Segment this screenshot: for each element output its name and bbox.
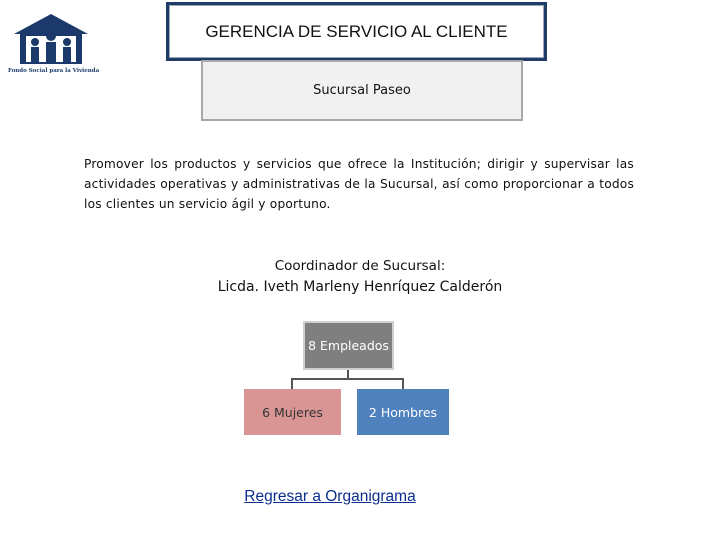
logo-caption: Fondo Social para la Vivienda xyxy=(8,68,100,74)
page-title-box xyxy=(166,2,547,61)
coordinator-title: Coordinador de Sucursal: xyxy=(274,258,446,274)
house-family-logo-icon xyxy=(10,12,92,66)
back-to-org-chart-link[interactable]: Regresar a Organigrama xyxy=(244,488,416,505)
org-connector-vertical-women xyxy=(291,378,293,389)
page-title: GERENCIA DE SERVICIO AL CLIENTE xyxy=(169,5,544,58)
branch-name: Sucursal Paseo xyxy=(201,60,523,121)
org-connector-horizontal xyxy=(291,378,404,380)
org-node-women: 6 Mujeres xyxy=(244,389,341,435)
mission-statement: Promover los productos y servicios que ofrece la Institución; dirigir y supervisar las actividades operativas y administrativas de la Sucursal, así como proporcionar a todos los clientes un servicio ágil y oportuno. xyxy=(84,157,634,211)
org-node-men: 2 Hombres xyxy=(357,389,449,435)
institution-logo xyxy=(8,12,100,80)
coordinator-name: Licda. Iveth Marleny Henríquez Calderón xyxy=(217,279,503,295)
org-connector-vertical-men xyxy=(402,378,404,389)
org-node-employees: 8 Empleados xyxy=(303,321,394,370)
